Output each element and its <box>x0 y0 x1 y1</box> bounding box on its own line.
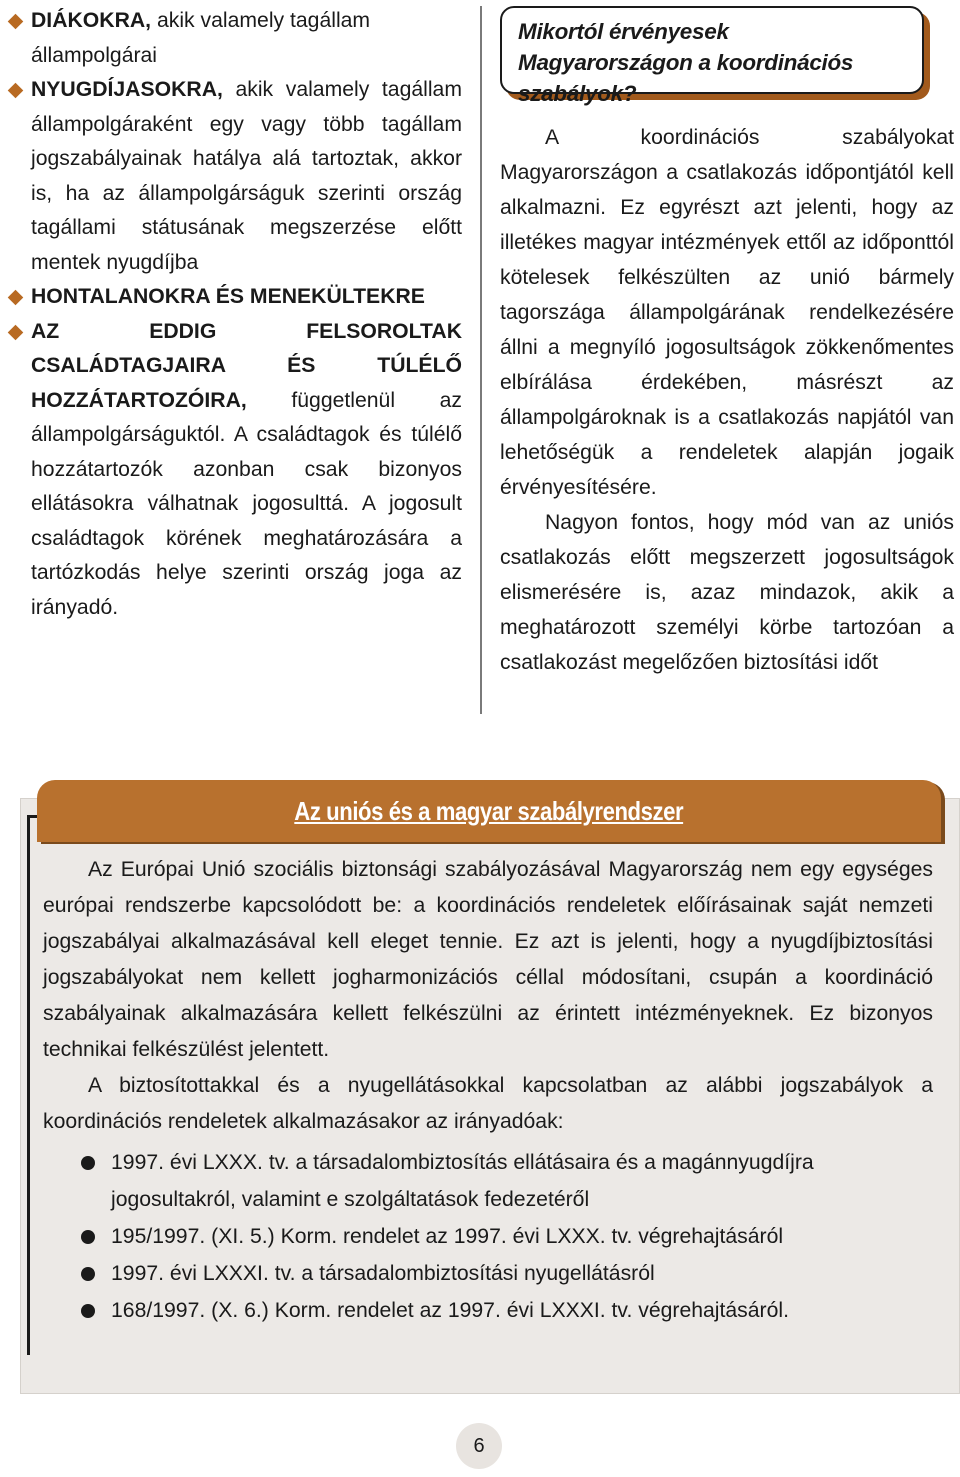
bullet-dot-icon <box>81 1230 95 1244</box>
bullet-dot-icon <box>81 1304 95 1318</box>
list-item <box>6 73 462 280</box>
question-box <box>500 6 924 106</box>
paragraph: Nagyon fontos, hogy mód van az uniós csatlakozás előtt megszerzett jogosultságok elismerésére is, azaz mindazok, akik a meghatározott személyi körbe tartozóan a csatlakozást megelőzően biztosítási időt <box>500 511 954 674</box>
box-bracket-line <box>27 815 30 1355</box>
list-item-text: 168/1997. (X. 6.) Korm. rendelet az 1997. évi LXXXI. tv. végrehajtásáról. <box>111 1299 789 1322</box>
diamond-bullet-icon <box>8 14 24 30</box>
legislation-list <box>43 1144 933 1329</box>
diamond-bullet-icon <box>8 290 24 306</box>
box-title-banner <box>37 780 941 842</box>
left-column <box>6 4 462 625</box>
list-item <box>6 315 462 626</box>
item-text: függetlenül az állampolgárságuktól. A családtagok és túlélő hozzátartozók azonban csak bizonyos ellátásokra válhatnak jogosulttá. A jogosult családtagok körének meghatározására a tartózkodás helye szerinti ország joga az irányadó. <box>31 388 462 619</box>
page-number-label: 6 <box>473 1434 485 1457</box>
question-heading: Mikortól érvényesek Magyarországon a koordinációs szabályok? <box>518 19 854 106</box>
paragraph: Az Európai Unió szociális biztonsági szabályozásával Magyarország nem egy egységes európai rendszerbe kapcsolódott be: a koordinációs rendeletek előírásainak saját nemzeti jogszabályai alkalmazásával kell eleget tennie. Ez azt is jelenti, hogy a nyugdíjbiztosítási jogszabályokat nem kellett jogharmonizációs céllal módosítani, csupán a koordináció szabályainak alkalmazására kellett felkészülni az érintett intézményeknek. Ez bizonyos technikai felkészülést jelentett. <box>43 858 933 1061</box>
list-item <box>43 1255 933 1292</box>
box-content <box>43 852 933 1329</box>
bullet-dot-icon <box>81 1267 95 1281</box>
item-heading: NYUGDÍJASOKRA, <box>31 78 223 101</box>
list-item-text: 1997. évi LXXX. tv. a társadalombiztosítás ellátásaira és a magánnyugdíjra jogosultakról, valamint e szolgáltatások fedezetéről <box>111 1151 814 1211</box>
list-item <box>43 1218 933 1255</box>
list-item-text: 1997. évi LXXXI. tv. a társadalombiztosítási nyugellátásról <box>111 1262 655 1285</box>
list-item <box>6 280 462 315</box>
diamond-bullet-icon <box>8 324 24 340</box>
paragraph: A biztosítottakkal és a nyugellátásokkal kapcsolatban az alábbi jogszabályok a koordinációs rendeletek alkalmazásakor az irányadóak: <box>43 1074 933 1133</box>
item-text: akik valamely tagállam állampolgárai <box>31 9 371 67</box>
column-divider <box>480 6 482 714</box>
list-item <box>6 4 462 73</box>
right-column-text <box>500 120 954 680</box>
item-heading: AZ EDDIG FELSOROLTAK CSALÁDTAGJAIRA ÉS TÚLÉLŐ HOZZÁTARTOZÓIRA, <box>31 319 462 412</box>
page-number <box>456 1423 502 1469</box>
diamond-bullet-icon <box>8 83 24 99</box>
bullet-dot-icon <box>81 1156 95 1170</box>
list-item <box>43 1292 933 1329</box>
paragraph: A koordinációs szabályokat Magyarországon a csatlakozás időpontjától kell alkalmazni. Ez egyrészt azt jelenti, hogy az illetékes magyar intézmények ettől az időponttól kötelesek felkészülten az unió bármely tagországa állampolgárának rendelkezésére állni a megnyíló jogosultságok zökkenőmentes elbírálása érdekében, másrészt az állampolgároknak is a csatlakozás napjától van lehetőségük a rendeletek alapján jogaik érvényesítésére. <box>500 126 954 499</box>
list-item-text: 195/1997. (XI. 5.) Korm. rendelet az 1997. évi LXXX. tv. végrehajtásáról <box>111 1225 784 1248</box>
item-heading: DIÁKOKRA, <box>31 9 152 32</box>
list-item <box>43 1144 933 1218</box>
item-text: akik valamely tagállam állampolgáraként egy vagy több tagállam jogszabályainak hatálya alá tartoztak, akkor is, ha az állampolgárságuk szerinti ország tagállami státusának megszerzése előtt mentek nyugdíjba <box>31 78 462 274</box>
item-heading: HONTALANOKRA ÉS MENEKÜLTEKRE <box>31 285 425 308</box>
box-title: Az uniós és a magyar szabályrendszer <box>294 795 684 826</box>
